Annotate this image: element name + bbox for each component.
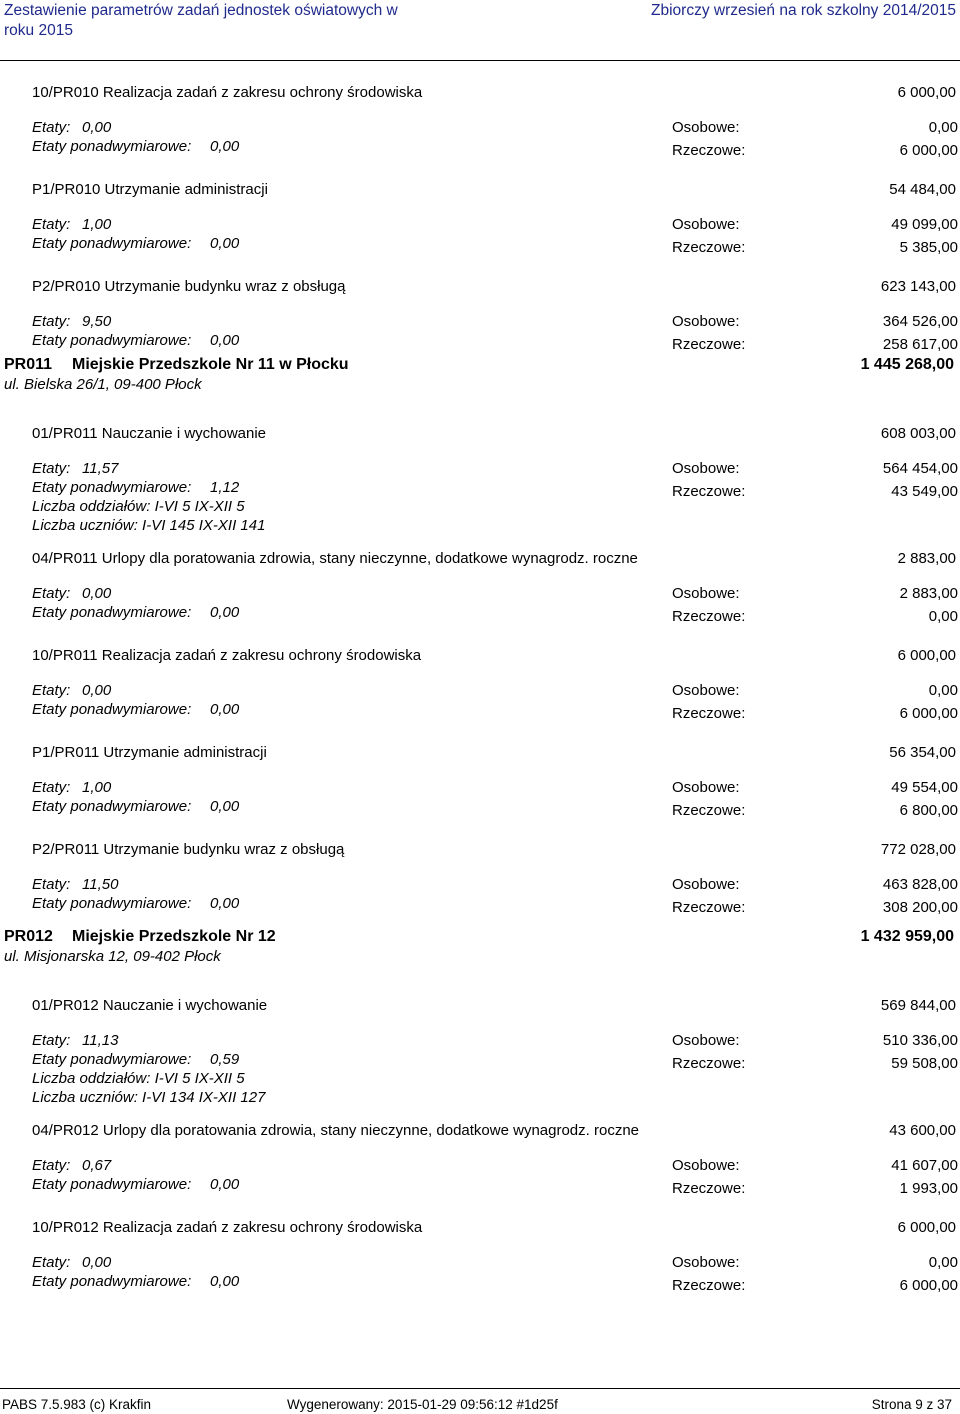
rzeczowe-value: 5 385,00 — [899, 239, 958, 256]
etaty-pon-label: Etaty ponadwymiarowe: — [32, 1176, 192, 1193]
task-total: 54 484,00 — [889, 181, 956, 198]
rzeczowe-label: Rzeczowe: — [672, 1055, 746, 1072]
rzeczowe-label: Rzeczowe: — [672, 899, 746, 916]
etaty-pon-value: 0,00 — [210, 701, 240, 718]
osobowe-label: Osobowe: — [672, 1032, 740, 1049]
etaty-value: 0,00 — [82, 119, 112, 136]
etaty-pon-label: Etaty ponadwymiarowe: — [32, 235, 192, 252]
etaty-value: 1,00 — [82, 216, 112, 233]
rzeczowe-value: 6 000,00 — [899, 142, 958, 159]
osobowe-label: Osobowe: — [672, 313, 740, 330]
unit-name: Miejskie Przedszkole Nr 12 — [72, 928, 276, 945]
osobowe-value: 49 099,00 — [891, 216, 958, 233]
uczniowie-count: Liczba uczniów: I-VI 145 IX-XII 141 — [32, 517, 266, 534]
rzeczowe-value: 0,00 — [928, 608, 958, 625]
task-total: 43 600,00 — [889, 1122, 956, 1139]
task-total: 623 143,00 — [880, 278, 956, 295]
osobowe-label: Osobowe: — [672, 1254, 740, 1271]
etaty-pon-value: 0,00 — [210, 895, 240, 912]
etaty-label: Etaty: — [32, 1254, 71, 1271]
rzeczowe-value: 6 000,00 — [899, 705, 958, 722]
task-name: P1/PR010 Utrzymanie administracji — [32, 181, 268, 198]
etaty-label: Etaty: — [32, 119, 71, 136]
oddzialy-count: Liczba oddziałów: I-VI 5 IX-XII 5 — [32, 498, 245, 515]
etaty-label: Etaty: — [32, 876, 71, 893]
etaty-pon-value: 0,59 — [210, 1051, 240, 1068]
etaty-pon-label: Etaty ponadwymiarowe: — [32, 138, 192, 155]
task-name: P1/PR011 Utrzymanie administracji — [32, 744, 267, 761]
rzeczowe-label: Rzeczowe: — [672, 483, 746, 500]
footer-rule — [0, 1388, 960, 1389]
etaty-pon-label: Etaty ponadwymiarowe: — [32, 1273, 192, 1290]
header-rule — [0, 60, 960, 61]
etaty-label: Etaty: — [32, 1157, 71, 1174]
etaty-pon-label: Etaty ponadwymiarowe: — [32, 479, 192, 496]
report-title-line1: Zestawienie parametrów zadań jednostek oświatowych w — [4, 2, 398, 19]
task-name: 04/PR011 Urlopy dla poratowania zdrowia, stany nieczynne, dodatkowe wynagrodz. roczne — [32, 550, 638, 567]
etaty-label: Etaty: — [32, 1032, 71, 1049]
osobowe-label: Osobowe: — [672, 1157, 740, 1174]
etaty-pon-value: 0,00 — [210, 798, 240, 815]
task-total: 6 000,00 — [897, 84, 956, 101]
task-name: P2/PR011 Utrzymanie budynku wraz z obsługą — [32, 841, 345, 858]
etaty-value: 0,00 — [82, 585, 112, 602]
osobowe-label: Osobowe: — [672, 779, 740, 796]
osobowe-value: 2 883,00 — [899, 585, 958, 602]
rzeczowe-label: Rzeczowe: — [672, 802, 746, 819]
osobowe-label: Osobowe: — [672, 876, 740, 893]
etaty-pon-value: 0,00 — [210, 138, 240, 155]
task-name: 10/PR012 Realizacja zadań z zakresu ochrony środowiska — [32, 1219, 423, 1236]
task-name: 01/PR011 Nauczanie i wychowanie — [32, 425, 267, 442]
etaty-pon-label: Etaty ponadwymiarowe: — [32, 895, 192, 912]
task-total: 608 003,00 — [880, 425, 956, 442]
task-name: 10/PR010 Realizacja zadań z zakresu ochrony środowiska — [32, 84, 423, 101]
rzeczowe-value: 6 800,00 — [899, 802, 958, 819]
task-total: 2 883,00 — [897, 550, 956, 567]
osobowe-label: Osobowe: — [672, 460, 740, 477]
rzeczowe-value: 43 549,00 — [891, 483, 958, 500]
task-total: 569 844,00 — [880, 997, 956, 1014]
etaty-pon-value: 0,00 — [210, 235, 240, 252]
etaty-pon-value: 0,00 — [210, 604, 240, 621]
etaty-pon-label: Etaty ponadwymiarowe: — [32, 332, 192, 349]
osobowe-label: Osobowe: — [672, 119, 740, 136]
footer-generated: Wygenerowany: 2015-01-29 09:56:12 #1d25f — [287, 1397, 558, 1412]
etaty-pon-label: Etaty ponadwymiarowe: — [32, 798, 192, 815]
etaty-label: Etaty: — [32, 460, 71, 477]
etaty-value: 0,67 — [82, 1157, 112, 1174]
task-total: 772 028,00 — [880, 841, 956, 858]
osobowe-value: 364 526,00 — [882, 313, 958, 330]
osobowe-label: Osobowe: — [672, 585, 740, 602]
etaty-label: Etaty: — [32, 682, 71, 699]
task-name: 10/PR011 Realizacja zadań z zakresu ochrony środowiska — [32, 647, 422, 664]
unit-name: Miejskie Przedszkole Nr 11 w Płocku — [72, 356, 349, 373]
etaty-pon-label: Etaty ponadwymiarowe: — [32, 701, 192, 718]
task-name: 04/PR012 Urlopy dla poratowania zdrowia, stany nieczynne, dodatkowe wynagrodz. roczne — [32, 1122, 640, 1139]
oddzialy-count: Liczba oddziałów: I-VI 5 IX-XII 5 — [32, 1070, 245, 1087]
osobowe-value: 49 554,00 — [891, 779, 958, 796]
etaty-pon-value: 0,00 — [210, 1176, 240, 1193]
etaty-value: 11,13 — [82, 1032, 119, 1049]
etaty-pon-value: 1,12 — [210, 479, 240, 496]
osobowe-value: 510 336,00 — [882, 1032, 958, 1049]
task-name: 01/PR012 Nauczanie i wychowanie — [32, 997, 268, 1014]
etaty-pon-label: Etaty ponadwymiarowe: — [32, 604, 192, 621]
osobowe-label: Osobowe: — [672, 216, 740, 233]
osobowe-value: 0,00 — [928, 682, 958, 699]
rzeczowe-value: 258 617,00 — [882, 336, 958, 353]
etaty-value: 0,00 — [82, 682, 112, 699]
etaty-pon-label: Etaty ponadwymiarowe: — [32, 1051, 192, 1068]
unit-total: 1 432 959,00 — [860, 928, 954, 945]
rzeczowe-label: Rzeczowe: — [672, 608, 746, 625]
etaty-pon-value: 0,00 — [210, 1273, 240, 1290]
rzeczowe-label: Rzeczowe: — [672, 705, 746, 722]
etaty-value: 11,50 — [82, 876, 119, 893]
etaty-label: Etaty: — [32, 585, 71, 602]
unit-code: PR011 — [4, 356, 53, 373]
osobowe-label: Osobowe: — [672, 682, 740, 699]
osobowe-value: 41 607,00 — [891, 1157, 958, 1174]
task-total: 56 354,00 — [889, 744, 956, 761]
osobowe-value: 564 454,00 — [882, 460, 958, 477]
etaty-pon-value: 0,00 — [210, 332, 240, 349]
rzeczowe-label: Rzeczowe: — [672, 336, 746, 353]
unit-address: ul. Bielska 26/1, 09-400 Płock — [4, 376, 202, 393]
rzeczowe-value: 59 508,00 — [891, 1055, 958, 1072]
etaty-value: 9,50 — [82, 313, 112, 330]
etaty-label: Etaty: — [32, 779, 71, 796]
rzeczowe-label: Rzeczowe: — [672, 142, 746, 159]
rzeczowe-value: 1 993,00 — [899, 1180, 958, 1197]
uczniowie-count: Liczba uczniów: I-VI 134 IX-XII 127 — [32, 1089, 266, 1106]
task-total: 6 000,00 — [897, 647, 956, 664]
osobowe-value: 0,00 — [928, 1254, 958, 1271]
etaty-value: 11,57 — [82, 460, 119, 477]
report-period: Zbiorczy wrzesień na rok szkolny 2014/2015 — [651, 2, 956, 19]
footer-page: Strona 9 z 37 — [871, 1397, 952, 1412]
osobowe-value: 463 828,00 — [882, 876, 958, 893]
report-title-line2: roku 2015 — [4, 22, 73, 39]
task-total: 6 000,00 — [897, 1219, 956, 1236]
etaty-label: Etaty: — [32, 313, 71, 330]
rzeczowe-label: Rzeczowe: — [672, 239, 746, 256]
rzeczowe-label: Rzeczowe: — [672, 1180, 746, 1197]
rzeczowe-value: 6 000,00 — [899, 1277, 958, 1294]
rzeczowe-value: 308 200,00 — [882, 899, 958, 916]
unit-total: 1 445 268,00 — [860, 356, 954, 373]
etaty-label: Etaty: — [32, 216, 71, 233]
unit-address: ul. Misjonarska 12, 09-402 Płock — [4, 948, 221, 965]
etaty-value: 1,00 — [82, 779, 112, 796]
footer-software: PABS 7.5.983 (c) Krakfin — [2, 1397, 152, 1412]
etaty-value: 0,00 — [82, 1254, 112, 1271]
osobowe-value: 0,00 — [928, 119, 958, 136]
unit-code: PR012 — [4, 928, 53, 945]
task-name: P2/PR010 Utrzymanie budynku wraz z obsługą — [32, 278, 346, 295]
rzeczowe-label: Rzeczowe: — [672, 1277, 746, 1294]
